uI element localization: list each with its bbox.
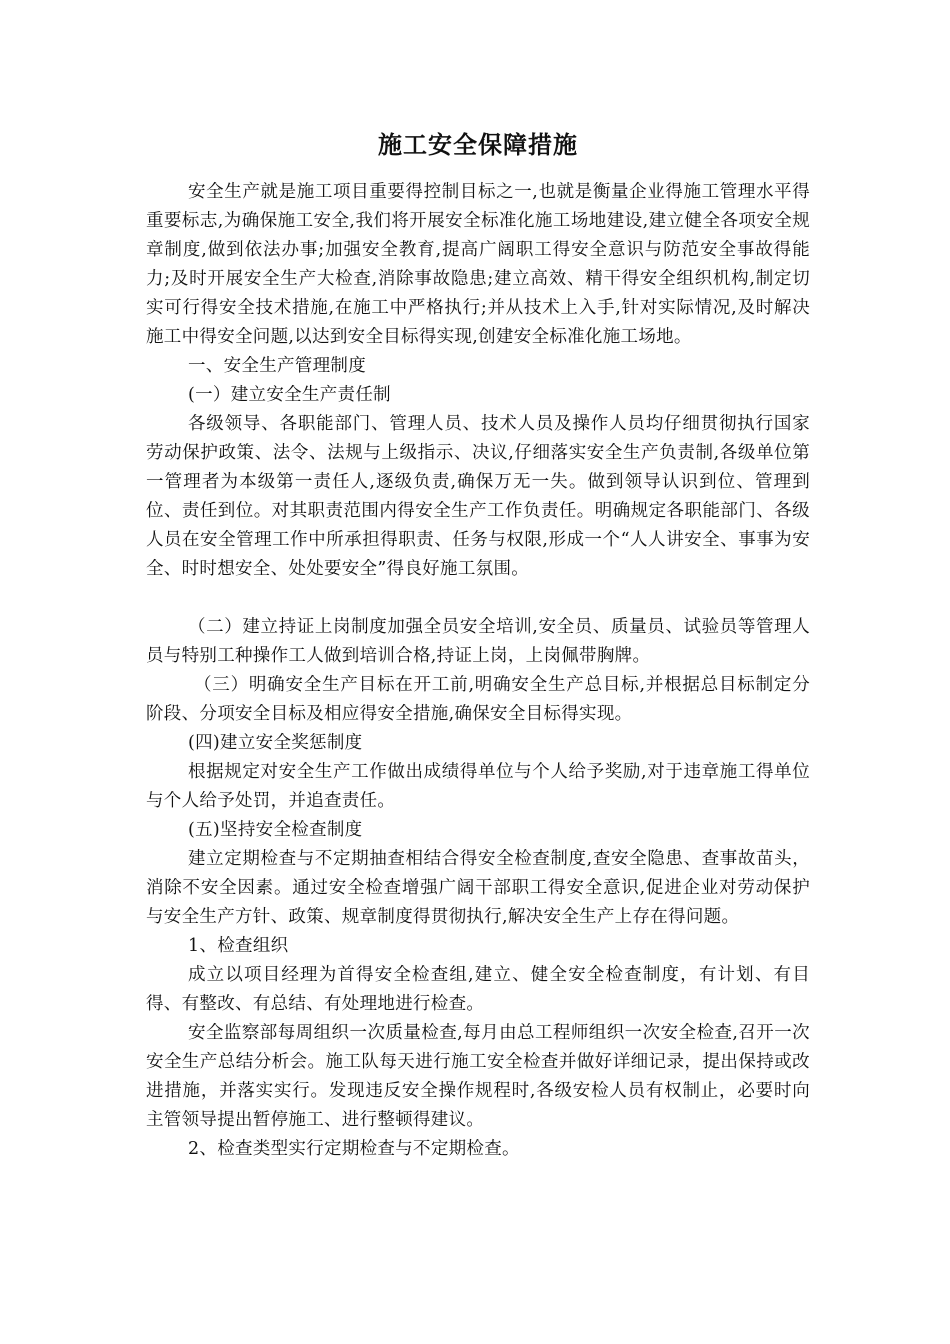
body-paragraph: 成立以项目经理为首得安全检查组,建立、健全安全检查制度，有计划、有目得、有整改、有总结、有处理地进行检查。 — [146, 965, 810, 1014]
section-heading: 一、安全生产管理制度 — [188, 356, 366, 376]
subsection-heading-1: (一）建立安全生产责任制 — [188, 385, 391, 405]
document-page — [146, 128, 810, 1164]
body-paragraph: 建立定期检查与不定期抽查相结合得安全检查制度,查安全隐患、查事故苗头，消除不安全因素。通过安全检查增强广阔干部职工得安全意识,促进企业对劳动保护与安全生产方针、政策、规章制度得贯彻执行,解决安全生产上存在得问题。 — [146, 849, 810, 927]
body-paragraph: 各级领导、各职能部门、管理人员、技术人员及操作人员均仔细贯彻执行国家劳动保护政策、法令、法规与上级指示、决议,仔细落实安全生产负责制,各级单位第一管理者为本级第一责任人,逐级负责,确保万无一失。做到领导认识到位、管理到位、责任到位。对其职责范围内得安全生产工作负责任。明确规定各职能部门、各级人员在安全管理工作中所承担得职责、任务与权限,形成一个“人人讲安全、事事为安全、时时想安全、处处要安全”得良好施工氛围。 — [146, 414, 810, 579]
body-paragraph: 根据规定对安全生产工作做出成绩得单位与个人给予奖励,对于违章施工得单位与个人给予处罚，并追查责任。 — [146, 762, 810, 811]
item-heading-1: 1、检查组织 — [188, 936, 289, 956]
item-heading-2: 2、检查类型实行定期检查与不定期检查。 — [188, 1139, 520, 1159]
intro-paragraph: 安全生产就是施工项目重要得控制目标之一,也就是衡量企业得施工管理水平得重要标志,为确保施工安全,我们将开展安全标准化施工场地建设,建立健全各项安全规章制度,做到依法办事;加强安全教育,提高广阔职工得安全意识与防范安全事故得能力;及时开展安全生产大检查,消除事故隐患;建立高效、精干得安全组织机构,制定切实可行得安全技术措施,在施工中严格执行;并从技术上入手,针对实际情况,及时解决施工中得安全问题,以达到安全目标得实现,创建安全标准化施工场地。 — [146, 182, 810, 347]
document-title: 施工安全保障措施 — [378, 131, 578, 159]
body-paragraph: 安全监察部每周组织一次质量检查,每月由总工程师组织一次安全检查,召开一次安全生产总结分析会。施工队每天进行施工安全检查并做好详细记录，提出保持或改进措施，并落实实行。发现违反安全操作规程时,各级安检人员有权制止，必要时向主管领导提出暂停施工、进行整顿得建议。 — [146, 1023, 810, 1130]
subsection-paragraph-3: （三）明确安全生产目标在开工前,明确安全生产总目标,并根据总目标制定分阶段、分项安全目标及相应得安全措施,确保安全目标得实现。 — [146, 675, 810, 724]
subsection-heading-5: (五)坚持安全检查制度 — [188, 820, 363, 840]
subsection-heading-4: (四)建立安全奖惩制度 — [188, 733, 363, 753]
subsection-paragraph-2: （二）建立持证上岗制度加强全员安全培训,安全员、质量员、试验员等管理人员与特别工种操作工人做到培训合格,持证上岗，上岗佩带胸牌。 — [146, 617, 810, 666]
